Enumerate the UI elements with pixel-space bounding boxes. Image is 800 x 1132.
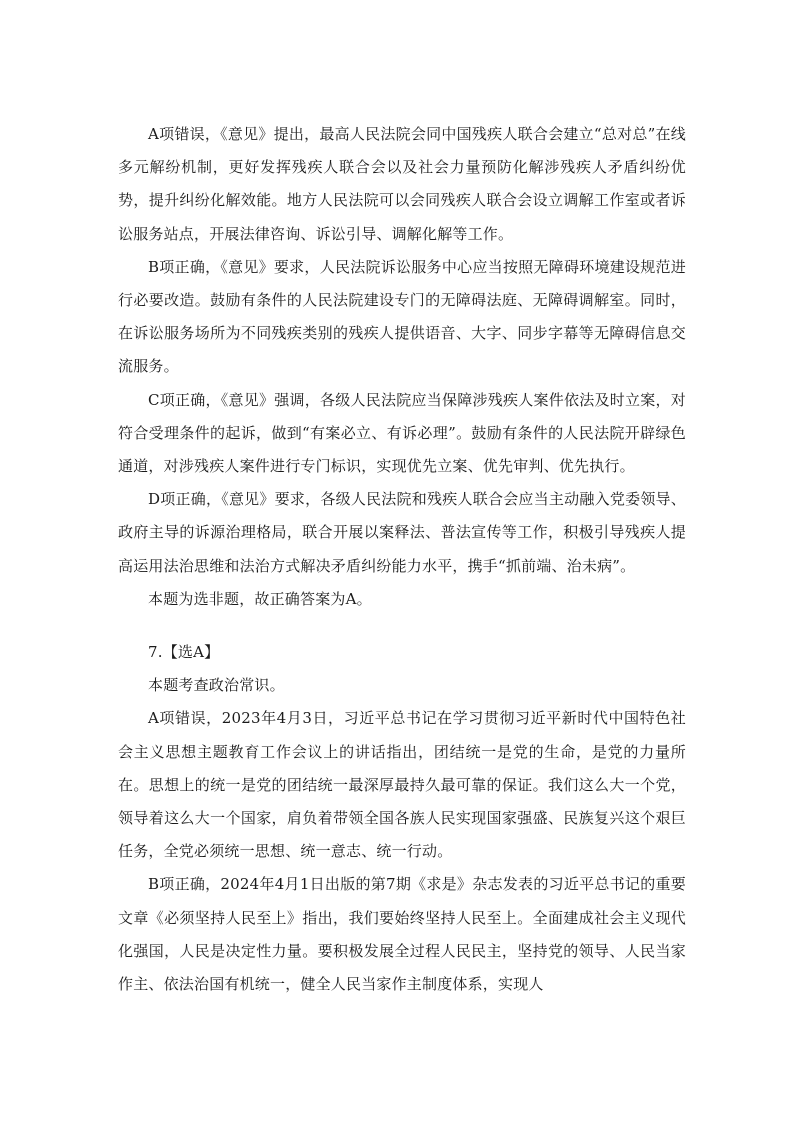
paragraph-option-c-filing: C项正确，《意见》强调，各级人民法院应当保障涉残疾人案件依法及时立案，对符合受理条件的起诉，做到“有案必立、有诉必理”。鼓励有条件的人民法院开辟绿色通道，对涉残疾人案件进行专门标识，实现优先立案、优先审判、优先执行。: [118, 390, 686, 476]
paragraph-option-b-accessibility: B项正确，《意见》要求，人民法院诉讼服务中心应当按照无障碍环境建设规范进行必要改造。鼓励有条件的人民法院建设专门的无障碍法庭、无障碍调解室。同时，在诉讼服务场所为不同残疾类别的残疾人提供语音、大字、同步字幕等无障碍信息交流服务。: [118, 257, 686, 376]
paragraph-option-d-governance: D项正确，《意见》要求，各级人民法院和残疾人联合会应当主动融入党委领导、政府主导的诉源治理格局，联合开展以案释法、普法宣传等工作，积极引导残疾人提高运用法治思维和法治方式解决矛盾纠纷能力水平，携手“抓前端、治未病”。: [118, 490, 686, 575]
paragraph-answer-summary: 本题为选非题，故正确答案为A。: [148, 589, 372, 608]
section-gap: [118, 616, 686, 636]
question-7-topic: 本题考查政治常识。: [148, 676, 285, 695]
document-page: [118, 118, 686, 1001]
question-7-heading: 7.【选A】: [148, 643, 220, 662]
paragraph-q7-option-a: A项错误，2023年4月3日，习近平总书记在学习贯彻习近平新时代中国特色社会主义思想主题教育工作会议上的讲话指出，团结统一是党的生命，是党的力量所在。思想上的统一是党的团结统一最深厚最持久最可靠的保证。我们这么大一个党，领导着这么大一个国家，肩负着带领全国各族人民实现国家强盛、民族复兴这个艰巨任务，全党必须统一思想、统一意志、统一行动。: [118, 709, 686, 861]
paragraph-option-a-mediation: A项错误，《意见》提出，最高人民法院会同中国残疾人联合会建立“总对总”在线多元解纷机制，更好发挥残疾人联合会以及社会力量预防化解涉残疾人矛盾纠纷优势，提升纠纷化解效能。地方人民法院可以会同残疾人联合会设立调解工作室或者诉讼服务站点，开展法律咨询、诉讼引导、调解化解等工作。: [118, 125, 686, 243]
paragraph-q7-option-b: B项正确，2024年4月1日出版的第7期《求是》杂志发表的习近平总书记的重要文章《必须坚持人民至上》指出，我们要始终坚持人民至上。全面建成社会主义现代化强国，人民是决定性力量。要积极发展全过程人民民主，坚持党的领导、人民当家作主、依法治国有机统一，健全人民当家作主制度体系，实现人: [118, 875, 686, 994]
